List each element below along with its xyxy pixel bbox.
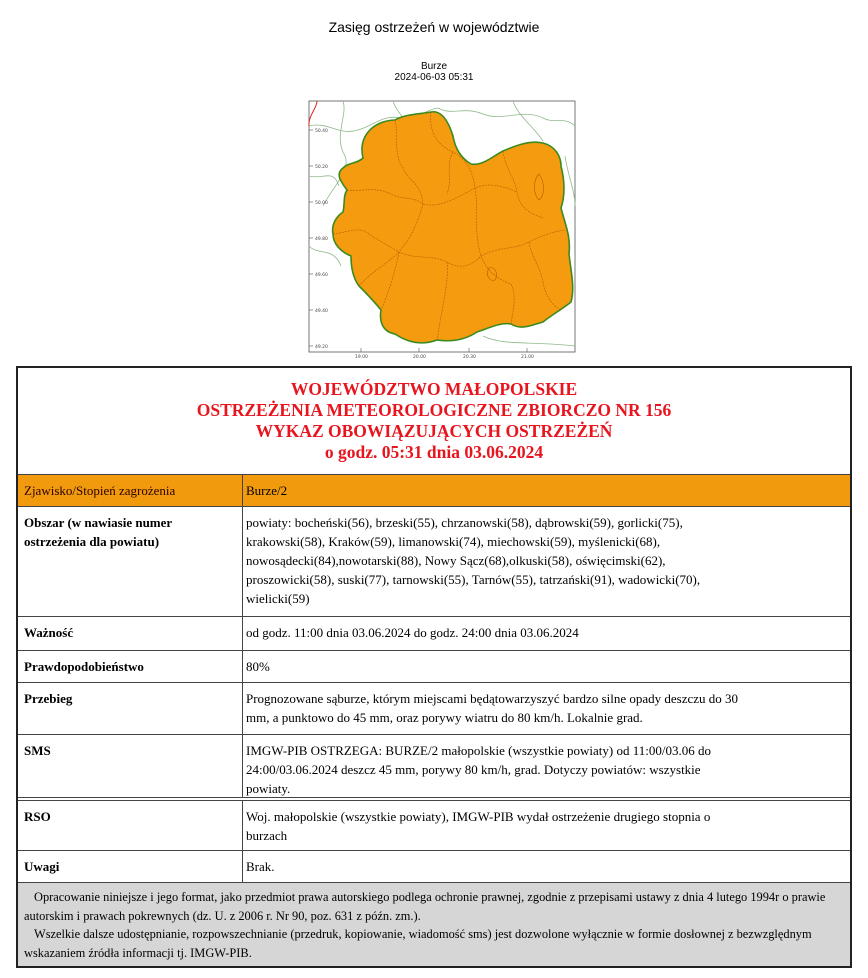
row-course: [18, 682, 850, 734]
y-tick-label: 50.40: [315, 129, 328, 134]
value-line: Prognozowane sąburze, którym miejscami będątowarzyszyć bardzo silne opady deszczu do 30: [246, 691, 739, 706]
row-value: [243, 507, 850, 608]
value-line: burzach: [246, 828, 288, 843]
x-tick-label: 21.00: [521, 355, 534, 360]
value-line: krakowski(58), Kraków(59), limanowski(74), miechowski(59), myślenicki(68),: [246, 534, 661, 549]
value-line: IMGW-PIB OSTRZEGA: BURZE/2 małopolskie (wszystkie powiaty) od 11:00/03.06 do: [246, 743, 711, 758]
value-line: 24:00/03.06.2024 deszcz 45 mm, porywy 80 km/h, grad. Dotyczy powiatów: wszystkie: [246, 762, 701, 777]
row-label: Prawdopodobieństwo: [18, 651, 243, 682]
report-title-line: WOJEWÓDZTWO MAŁOPOLSKIE: [290, 379, 578, 399]
map-timestamp: 2024-06-03 05:31: [394, 72, 474, 83]
report-title-line: o godz. 05:31 dnia 03.06.2024: [324, 442, 544, 462]
row-phenomenon: [18, 474, 850, 506]
warning-report: [16, 366, 852, 968]
row-value: Burze/2: [246, 483, 288, 498]
report-header: [18, 368, 850, 474]
row-label: [18, 507, 243, 616]
row-label: Ważność: [18, 617, 243, 650]
map-hazard-label: Burze: [420, 61, 448, 72]
row-remarks: [18, 850, 850, 882]
row-value: od godz. 11:00 dnia 03.06.2024 do godz. 24:00 dnia 03.06.2024: [246, 625, 579, 640]
label-line: ostrzeżenia dla powiatu): [24, 534, 160, 549]
footer-paragraph: Wszelkie dalsze udostępnianie, rozpowszechnianie (przedruk, kopiowanie, wiadomość sms) jest dozwolone wyłącznie w formie dosłownej z bezwzględnym wskazaniem źródła informacji tj. IMGW-PIB.: [24, 927, 812, 960]
y-tick-label: 49.80: [315, 237, 328, 242]
row-probability: [18, 650, 850, 682]
row-label: Zjawisko/Stopień zagrożenia: [18, 475, 243, 506]
row-value: [243, 683, 850, 727]
y-tick-label: 50.20: [315, 165, 328, 170]
row-area: [18, 506, 850, 616]
row-value: Brak.: [246, 859, 275, 874]
footer-paragraph: Opracowanie niniejsze i jego format, jako przedmiot prawa autorskiego podlega ochronie prawnej, zgodnie z przepisami ustawy z dnia 4 lutego 1994r o prawie autorskim i prawach pokrewnych (dz. U. z 2006 r. Nr 90, poz. 631 z późn. zm.).: [24, 890, 826, 923]
x-tick-label: 19.00: [355, 355, 368, 360]
value-line: proszowicki(58), suski(77), tarnowski(55), Tarnów(55), tatrzański(91), wadowicki(70),: [246, 572, 701, 587]
row-sms: [18, 734, 850, 798]
page-title: Zasięg ostrzeżeń w województwie: [328, 19, 540, 35]
row-label: RSO: [18, 801, 243, 850]
row-value: 80%: [246, 659, 270, 674]
row-label: Przebieg: [18, 683, 243, 734]
value-line: mm, a punktowo do 45 mm, oraz porywy wiatru do 80 km/h. Lokalnie grad.: [246, 710, 643, 725]
y-tick-label: 50.00: [315, 201, 328, 206]
y-tick-label: 49.20: [315, 345, 328, 350]
value-line: powiaty: bocheński(56), brzeski(55), chrzanowski(58), dąbrowski(59), gorlicki(75),: [246, 515, 683, 530]
row-validity: [18, 616, 850, 650]
row-rso: [18, 800, 850, 850]
row-label: SMS: [18, 735, 243, 797]
label-line: Obszar (w nawiasie numer: [24, 515, 173, 530]
row-value: [243, 801, 850, 845]
x-tick-label: 20.00: [413, 355, 426, 360]
value-line: nowosądecki(84),nowotarski(88), Nowy Sącz(68),olkuski(58), oświęcimski(62),: [246, 553, 666, 568]
copyright-footer: [18, 882, 850, 966]
y-tick-label: 49.40: [315, 309, 328, 314]
row-value: [243, 735, 850, 798]
x-tick-label: 20.30: [463, 355, 476, 360]
row-label: Uwagi: [18, 851, 243, 882]
report-title-line: WYKAZ OBOWIĄZUJĄCYCH OSTRZEŻEŃ: [255, 421, 613, 441]
warning-map-svg: [303, 96, 579, 361]
value-line: wielicki(59): [246, 591, 310, 606]
value-line: Woj. małopolskie (wszystkie powiaty), IMGW-PIB wydał ostrzeżenie drugiego stopnia o: [246, 809, 711, 824]
value-line: powiaty.: [246, 781, 291, 796]
warning-map: [303, 96, 579, 361]
report-title-line: OSTRZEŻENIA METEOROLOGICZNE ZBIORCZO NR 156: [196, 400, 672, 420]
y-tick-label: 49.60: [315, 273, 328, 278]
